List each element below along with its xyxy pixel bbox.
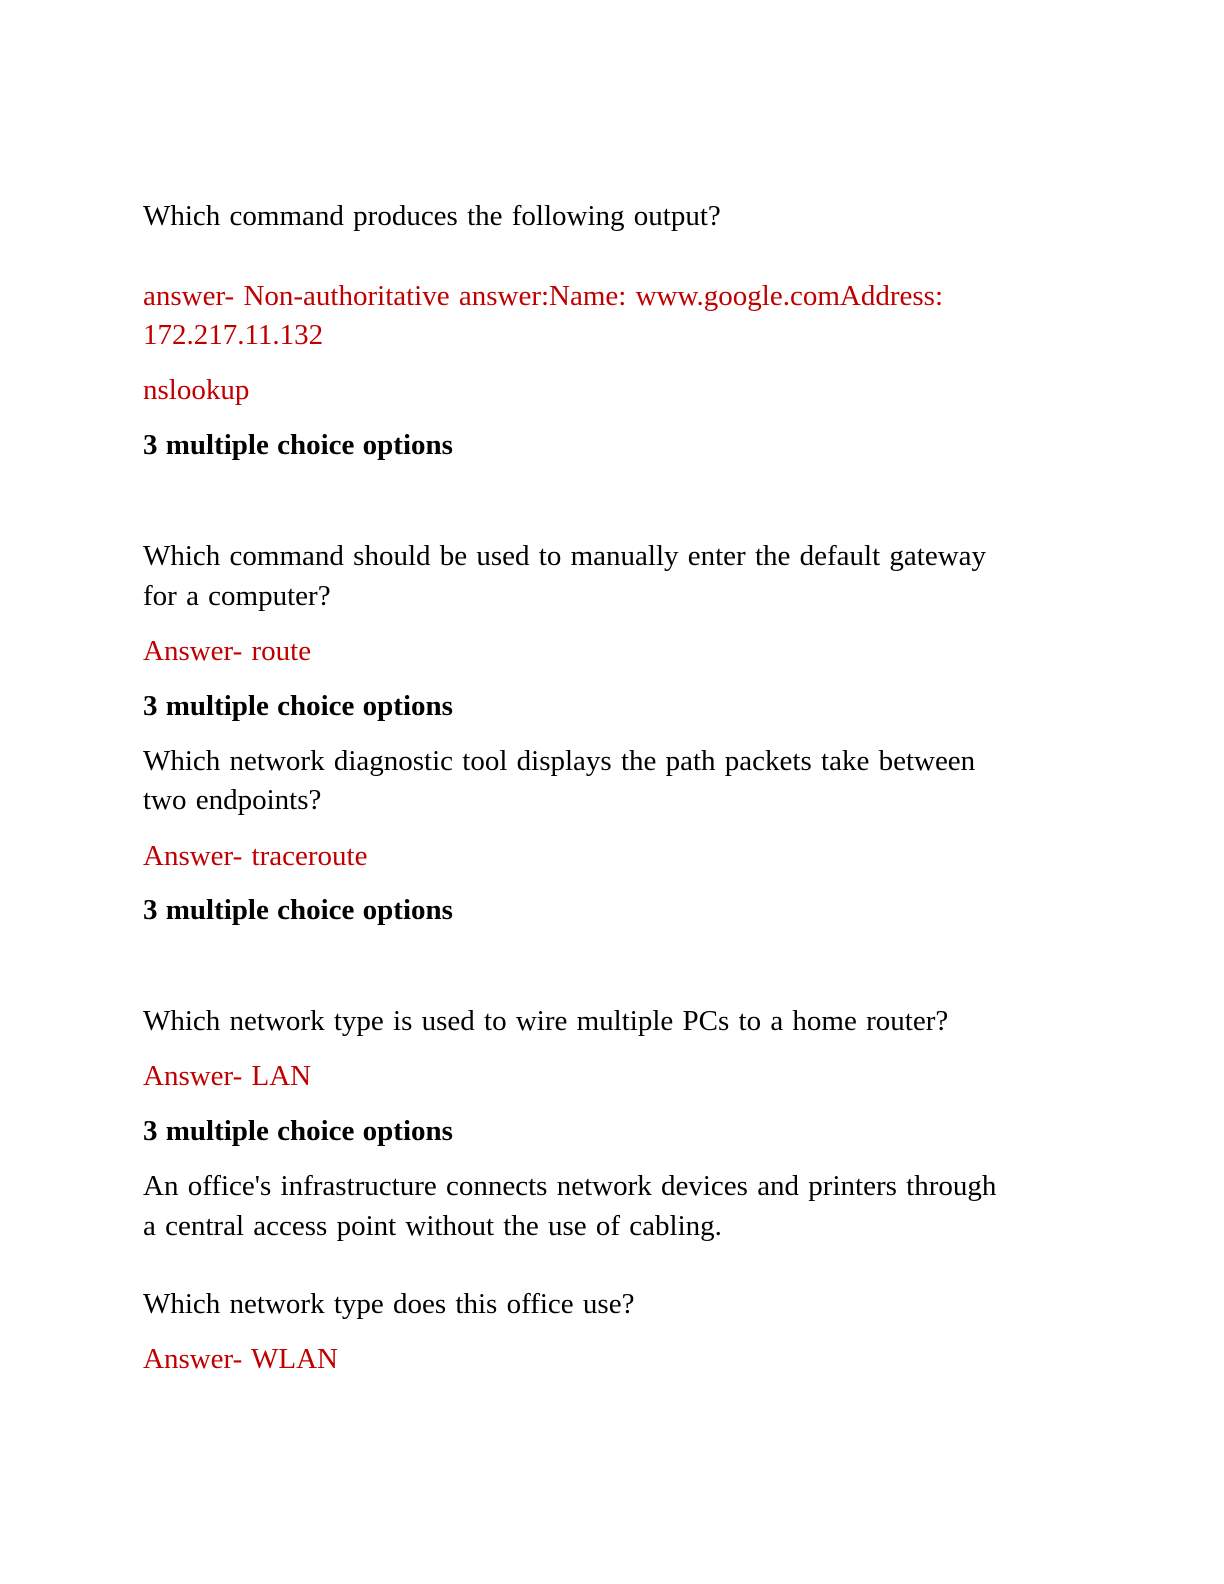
question-2-line-2: for a computer? (143, 580, 331, 612)
options-label-4: 3 multiple choice options (143, 1115, 453, 1147)
answer-1-line-2: 172.217.11.132 (143, 319, 324, 351)
options-label-1: 3 multiple choice options (143, 429, 453, 461)
context-5-line-1: An office's infrastructure connects network devices and printers through (143, 1170, 997, 1202)
question-1-line-1: Which command produces the following output? (143, 200, 721, 232)
answer-1-command: nslookup (143, 374, 250, 406)
question-2-line-1: Which command should be used to manually enter the default gateway (143, 540, 987, 572)
answer-5: Answer- WLAN (143, 1343, 338, 1375)
answer-1-line-1: answer- Non-authoritative answer:Name: www.google.comAddress: (143, 280, 944, 312)
answer-4: Answer- LAN (143, 1060, 312, 1092)
question-4-line-1: Which network type is used to wire multiple PCs to a home router? (143, 1005, 949, 1037)
question-3-line-1: Which network diagnostic tool displays the path packets take between (143, 745, 976, 777)
answer-2: Answer- route (143, 635, 312, 667)
answer-3: Answer- traceroute (143, 840, 368, 872)
options-label-2: 3 multiple choice options (143, 690, 453, 722)
question-5-line-1: Which network type does this office use? (143, 1288, 635, 1320)
question-3-line-2: two endpoints? (143, 784, 322, 816)
options-label-3: 3 multiple choice options (143, 894, 453, 926)
context-5-line-2: a central access point without the use of cabling. (143, 1210, 722, 1242)
